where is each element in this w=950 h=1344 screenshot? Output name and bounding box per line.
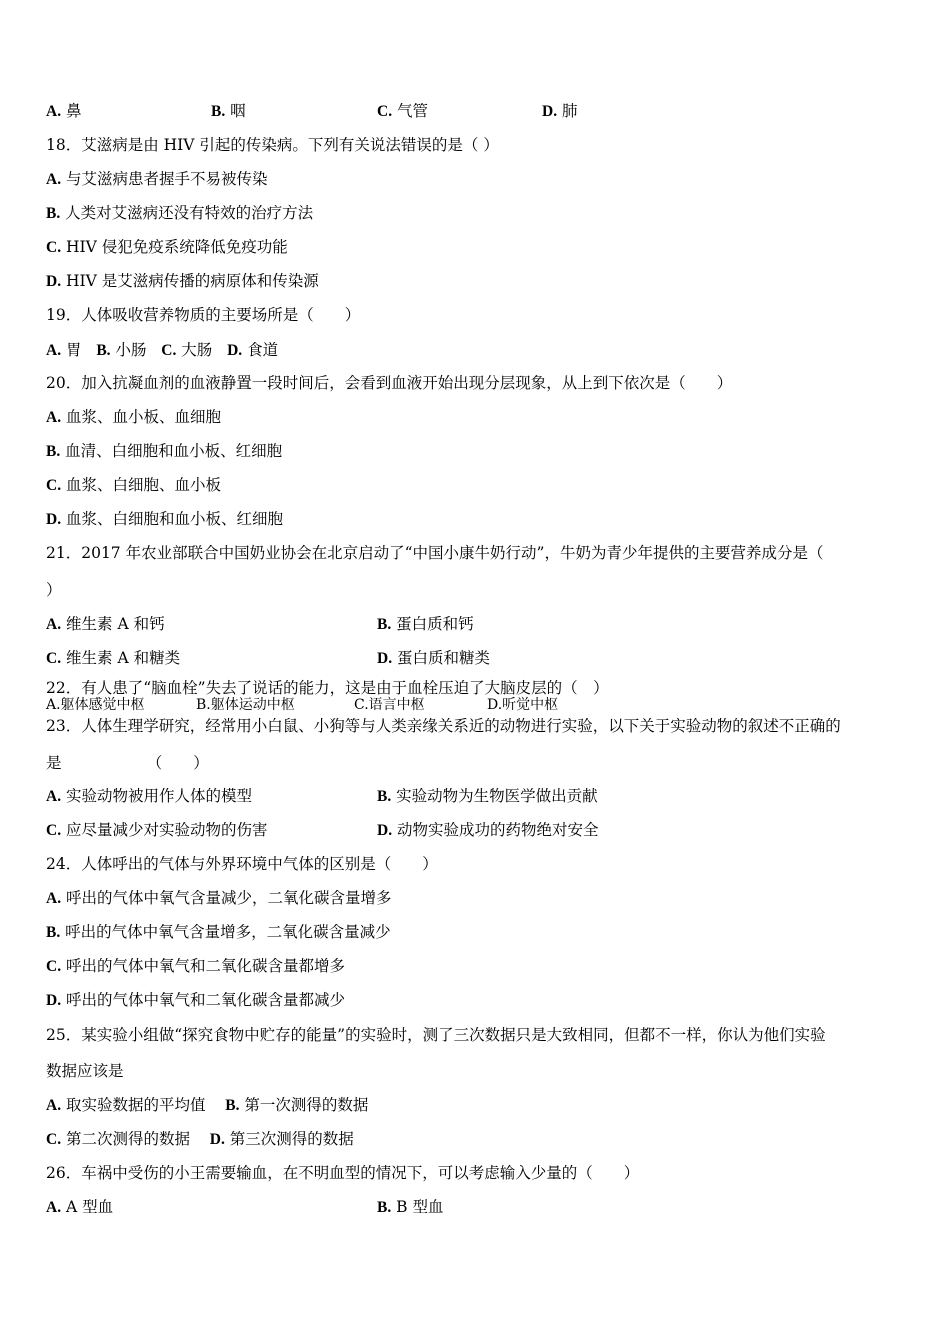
q25-stem: 25．某实验小组做“探究食物中贮存的能量”的实验时，测了三次数据只是大致相同，但都不一样，你认为他们实验 (46, 1026, 826, 1044)
q22-stem: 22．有人患了“脑血栓”失去了说话的能力，这是由于血栓压迫了大脑皮层的（ ） (46, 679, 609, 697)
q17-option-d: D. 肺 (542, 102, 578, 120)
q24-option-c: C. 呼出的气体中氧气和二氧化碳含量都增多 (46, 957, 346, 975)
q18-option-d: D. HIV 是艾滋病传播的病原体和传染源 (46, 272, 319, 290)
q25-option-c: C. 第二次测得的数据 (46, 1130, 191, 1148)
q22-option-a: A.躯体感觉中枢 (46, 697, 145, 713)
q23-option-d: D. 动物实验成功的药物绝对安全 (377, 821, 599, 839)
q24-stem: 24．人体呼出的气体与外界环境中气体的区别是（ ） (46, 855, 438, 873)
q26-stem: 26．车祸中受伤的小王需要输血，在不明血型的情况下，可以考虑输入少量的（ ） (46, 1164, 640, 1182)
q21-stem: 21．2017 年农业部联合中国奶业协会在北京启动了“中国小康牛奶行动”，牛奶为青少年提供的主要营养成分是（ (46, 544, 824, 562)
q25-option-a: A. 取实验数据的平均值 (46, 1096, 206, 1114)
q19-option-b: B. 小肠 (96, 341, 147, 359)
q21-option-c: C. 维生素 A 和糖类 (46, 649, 181, 667)
q23-option-a: A. 实验动物被用作人体的模型 (46, 787, 253, 805)
q22-option-c: C.语言中枢 (354, 697, 425, 713)
q26-option-a: A. A 型血 (46, 1198, 114, 1216)
q21-stem-cont: ） (46, 581, 62, 599)
q22-option-d: D.听觉中枢 (487, 697, 559, 713)
q20-option-d: D. 血浆、白细胞和血小板、红细胞 (46, 510, 284, 528)
q19-option-a: A. 胃 (46, 341, 82, 359)
q19-stem: 19．人体吸收营养物质的主要场所是（ ） (46, 306, 361, 324)
q20-option-a: A. 血浆、血小板、血细胞 (46, 408, 222, 426)
q23-option-b: B. 实验动物为生物医学做出贡献 (377, 787, 598, 805)
q20-stem: 20．加入抗凝血剂的血液静置一段时间后，会看到血液开始出现分层现象，从上到下依次是（ ） (46, 374, 733, 392)
q19-options (46, 340, 278, 361)
q20-option-c: C. 血浆、白细胞、血小板 (46, 476, 222, 494)
q21-option-d: D. 蛋白质和糖类 (377, 649, 491, 667)
q19-option-c: C. 大肠 (161, 341, 213, 359)
q25-option-d: D. 第三次测得的数据 (209, 1130, 354, 1148)
q18-option-c: C. HIV 侵犯免疫系统降低免疫功能 (46, 238, 288, 256)
q25-options-row1 (46, 1095, 368, 1116)
q25-options-row2 (46, 1129, 354, 1150)
q23-option-c: C. 应尽量减少对实验动物的伤害 (46, 821, 268, 839)
q22-option-b: B.躯体运动中枢 (196, 697, 295, 713)
q23-stem: 23．人体生理学研究，经常用小白鼠、小狗等与人类亲缘关系近的动物进行实验，以下关于实验动物的叙述不正确的 (46, 717, 841, 735)
q25-option-b: B. 第一次测得的数据 (225, 1096, 369, 1114)
q18-stem: 18．艾滋病是由 HIV 引起的传染病。下列有关说法错误的是（ ） (46, 136, 499, 154)
q25-stem-cont: 数据应该是 (46, 1062, 124, 1080)
q26-option-b: B. B 型血 (377, 1198, 444, 1216)
q24-option-d: D. 呼出的气体中氧气和二氧化碳含量都减少 (46, 991, 346, 1009)
q17-option-a: A. 鼻 (46, 102, 82, 120)
q17-option-b: B. 咽 (211, 102, 246, 120)
q18-option-a: A. 与艾滋病患者握手不易被传染 (46, 170, 268, 188)
q17-option-c: C. 气管 (377, 102, 429, 120)
q18-option-b: B. 人类对艾滋病还没有特效的治疗方法 (46, 204, 314, 222)
q21-option-b: B. 蛋白质和钙 (377, 615, 474, 633)
q21-option-a: A. 维生素 A 和钙 (46, 615, 165, 633)
q24-option-a: A. 呼出的气体中氧气含量减少，二氧化碳含量增多 (46, 889, 392, 907)
q19-option-d: D. 食道 (227, 341, 279, 359)
q20-option-b: B. 血清、白细胞和血小板、红细胞 (46, 442, 283, 460)
q24-option-b: B. 呼出的气体中氧气含量增多，二氧化碳含量减少 (46, 923, 391, 941)
q23-stem-cont: 是 （ ） (46, 754, 209, 772)
